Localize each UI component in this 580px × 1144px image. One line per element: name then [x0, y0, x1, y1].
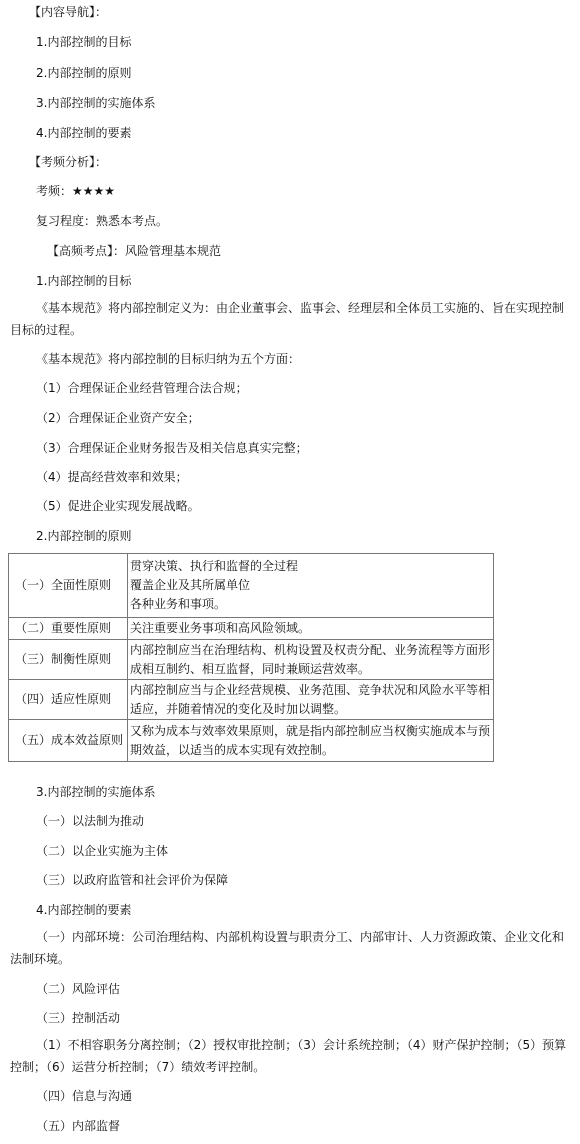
principle-line: 覆盖企业及其所属单位 [130, 578, 251, 592]
principles-table [8, 553, 494, 762]
review-level: 复习程度：熟悉本考点。 [36, 214, 169, 228]
section1-intro: 《基本规范》将内部控制的目标归纳为五个方面： [36, 352, 301, 366]
principle-description: 内部控制应当与企业经营规模、业务范围、竞争状况和风险水平等相适应，并随着情况的变化及时加以调整。 [128, 680, 494, 720]
frequency-row [36, 184, 115, 199]
analysis-heading: 【考频分析】： [29, 155, 108, 169]
principle-line: 各种业务和事项。 [130, 597, 227, 611]
principle-description [128, 554, 494, 618]
table-row [9, 618, 494, 640]
control-activities-detail: （1）不相容职务分离控制；（2）授权审批控制；（3）会计系统控制；（4）财产保护控制；（5）预算控制；（6）运营分析控制；（7）绩效考评控制。 [10, 1038, 567, 1074]
goal-item-2: （2）合理保证企业资产安全； [36, 411, 200, 425]
section2-title: 2.内部控制的原则 [36, 529, 132, 543]
nav-item-1: 1.内部控制的目标 [36, 35, 132, 49]
principle-name: （五）成本效益原则 [9, 720, 128, 762]
goal-item-4: （4）提高经营效率和效果； [36, 470, 188, 484]
nav-item-4: 4.内部控制的要素 [36, 126, 132, 140]
hot-topic [47, 244, 221, 259]
principle-line: 贯穿决策、执行和监督的全过程 [130, 559, 299, 573]
principle-name: （一）全面性原则 [9, 554, 128, 618]
principle-name: （二）重要性原则 [9, 618, 128, 640]
principle-name: （三）制衡性原则 [9, 640, 128, 680]
table-row [9, 640, 494, 680]
principle-description: 内部控制应当在治理结构、机构设置及权责分配、业务流程等方面形成相互制约、相互监督，同时兼顾运营效率。 [128, 640, 494, 680]
principle-description: 关注重要业务事项和高风险领域。 [128, 618, 494, 640]
section1-title: 1.内部控制的目标 [36, 274, 132, 288]
table-row [9, 720, 494, 762]
element-monitoring: （五）内部监督 [36, 1119, 121, 1133]
goal-item-5: （5）促进企业实现发展战略。 [36, 499, 200, 513]
section1-definition: 《基本规范》将内部控制定义为：由企业董事会、监事会、经理层和全体员工实施的、旨在实现控制目标的过程。 [10, 301, 565, 337]
system-item-1: （一）以法制为推动 [36, 814, 145, 828]
principle-name: （四）适应性原则 [9, 680, 128, 720]
element-control-activities: （三）控制活动 [36, 1011, 121, 1025]
nav-heading: 【内容导航】： [29, 5, 108, 19]
star-rating-icon: ★★★★ [72, 184, 116, 198]
hot-topic-value: ：风险管理基本规范 [113, 244, 222, 258]
principle-description: 又称为成本与效率效果原则，就是指内部控制应当权衡实施成本与预期效益，以适当的成本实现有效控制。 [128, 720, 494, 762]
goal-item-3: （3）合理保证企业财务报告及相关信息真实完整； [36, 441, 308, 455]
system-item-2: （二）以企业实施为主体 [36, 844, 169, 858]
element-information: （四）信息与沟通 [36, 1089, 133, 1103]
nav-item-2: 2.内部控制的原则 [36, 66, 132, 80]
nav-item-3: 3.内部控制的实施体系 [36, 96, 156, 110]
frequency-label: 考频： [36, 184, 73, 198]
system-item-3: （三）以政府监管和社会评价为保障 [36, 873, 229, 887]
table-row [9, 554, 494, 618]
element-environment: （一）内部环境：公司治理结构、内部机构设置与职责分工、内部审计、人力资源政策、企业文化和法制环境。 [10, 930, 565, 966]
table-row [9, 680, 494, 720]
section3-title: 3.内部控制的实施体系 [36, 785, 156, 799]
goal-item-1: （1）合理保证企业经营管理合法合规； [36, 381, 248, 395]
element-risk-assessment: （二）风险评估 [36, 982, 121, 996]
section4-title: 4.内部控制的要素 [36, 903, 132, 917]
hot-topic-label: 【高频考点】 [47, 244, 114, 258]
